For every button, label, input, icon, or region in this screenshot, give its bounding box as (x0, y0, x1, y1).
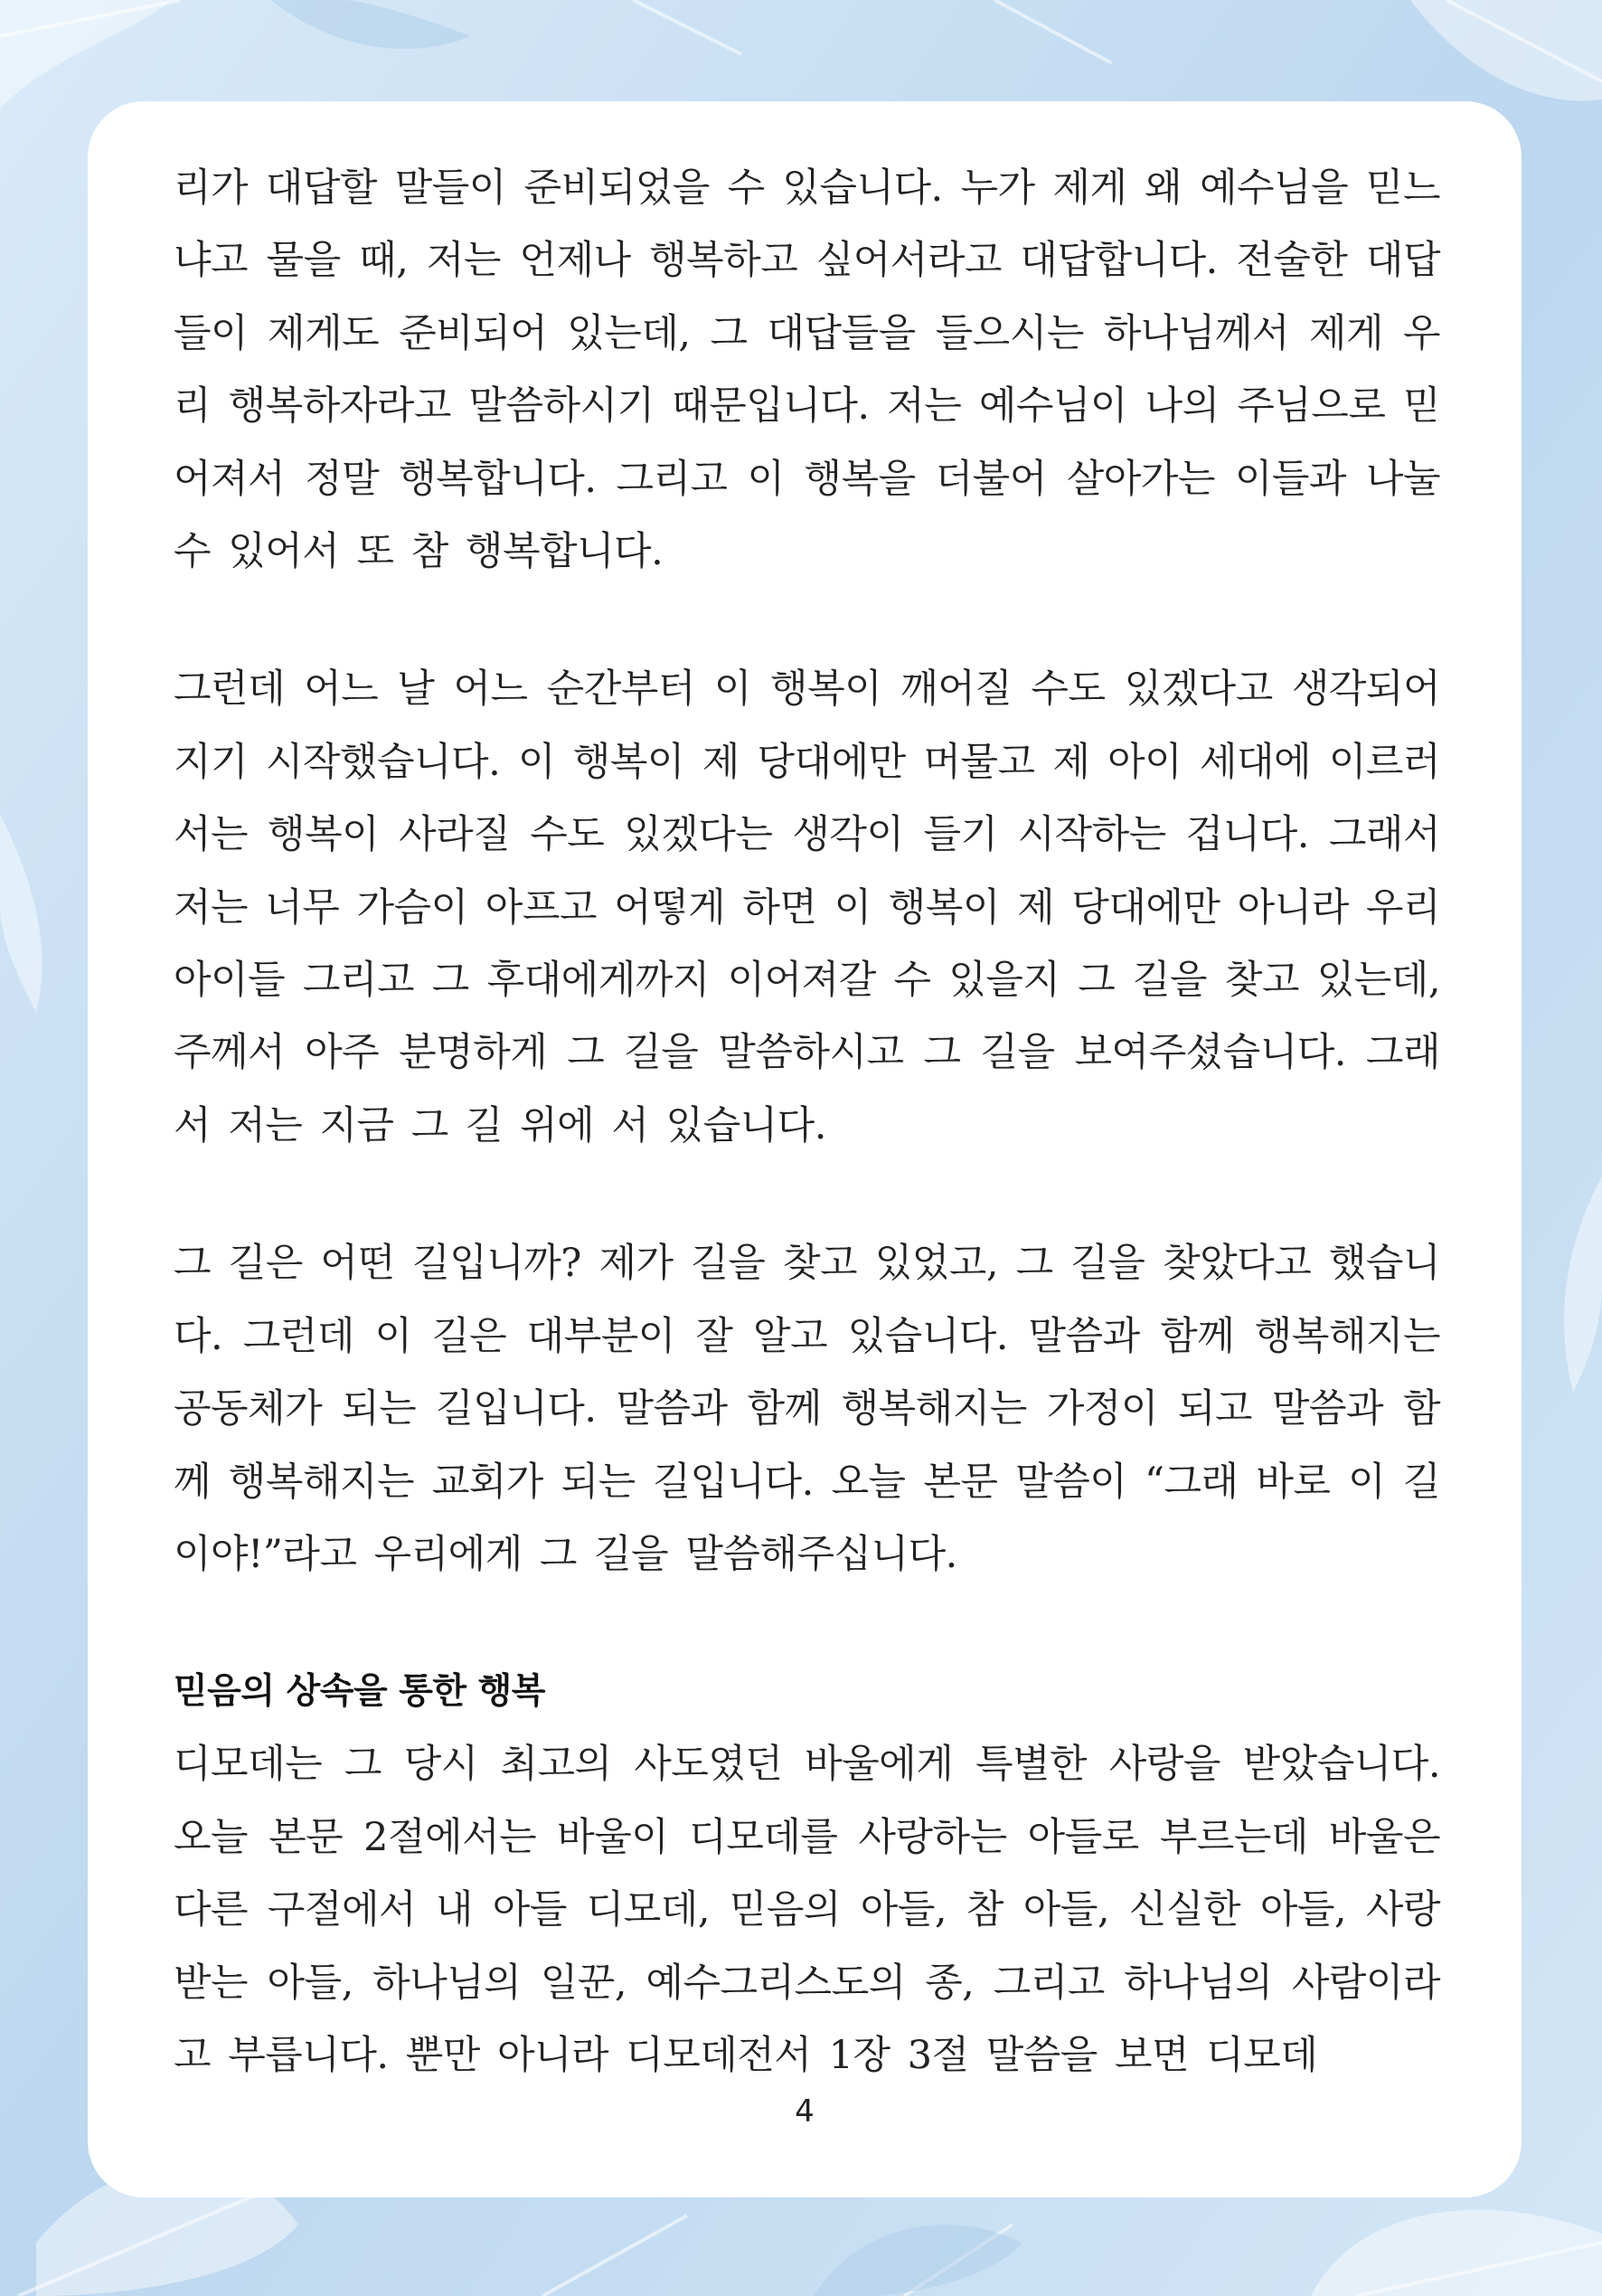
page-card (88, 101, 1522, 2197)
section-heading: 믿음의 상속을 통한 행복 (174, 1671, 545, 1713)
body-paragraph-3: 그 길은 어떤 길입니까? 제가 길을 찾고 있었고, 그 길을 찾았다고 했습니다. 그런데 이 길은 대부분이 잘 알고 있습니다. 말씀과 함께 행복해지는 공동체가 되는 길입니다. 말씀과 함께 행복해지는 가정이 되고 말씀과 함께 행복해지는 교회가 되는 길입니다. 오늘 본문 말씀이 “그래 바로 이 길이야!”라고 우리에게 그 길을 말씀해주십니다. (174, 1241, 1440, 1577)
section-paragraph: 디모데는 그 당시 최고의 사도였던 바울에게 특별한 사랑을 받았습니다. 오늘 본문 2절에서는 바울이 디모데를 사랑하는 아들로 부르는데 바울은 다른 구절에서 내 아들 디모데, 믿음의 아들, 참 아들, 신실한 아들, 사랑받는 아들, 하나님의 일꾼, 예수그리스도의 종, 그리고 하나님의 사람이라고 부릅니다. 뿐만 아니라 디모데전서 1장 3절 말씀을 보면 디모데 (174, 1742, 1440, 2078)
body-paragraph-2: 그런데 어느 날 어느 순간부터 이 행복이 깨어질 수도 있겠다고 생각되어지기 시작했습니다. 이 행복이 제 당대에만 머물고 제 아이 세대에 이르러서는 행복이 사라질 수도 있겠다는 생각이 들기 시작하는 겁니다. 그래서 저는 너무 가슴이 아프고 어떻게 하면 이 행복이 제 당대에만 아니라 우리 아이들 그리고 그 후대에게까지 이어져갈 수 있을지 그 길을 찾고 있는데, 주께서 아주 분명하게 그 길을 말씀하시고 그 길을 보여주셨습니다. 그래서 저는 지금 그 길 위에 서 있습니다. (174, 666, 1440, 1148)
page-number: 4 (795, 2093, 815, 2130)
body-paragraph-1: 리가 대답할 말들이 준비되었을 수 있습니다. 누가 제게 왜 예수님을 믿느냐고 물을 때, 저는 언제나 행복하고 싶어서라고 대답합니다. 전술한 대답들이 제게도 준비되어 있는데, 그 대답들을 들으시는 하나님께서 제게 우리 행복하자라고 말씀하시기 때문입니다. 저는 예수님이 나의 주님으로 믿어져서 정말 행복합니다. 그리고 이 행복을 더불어 살아가는 이들과 나눌 수 있어서 또 참 행복합니다. (174, 165, 1440, 575)
